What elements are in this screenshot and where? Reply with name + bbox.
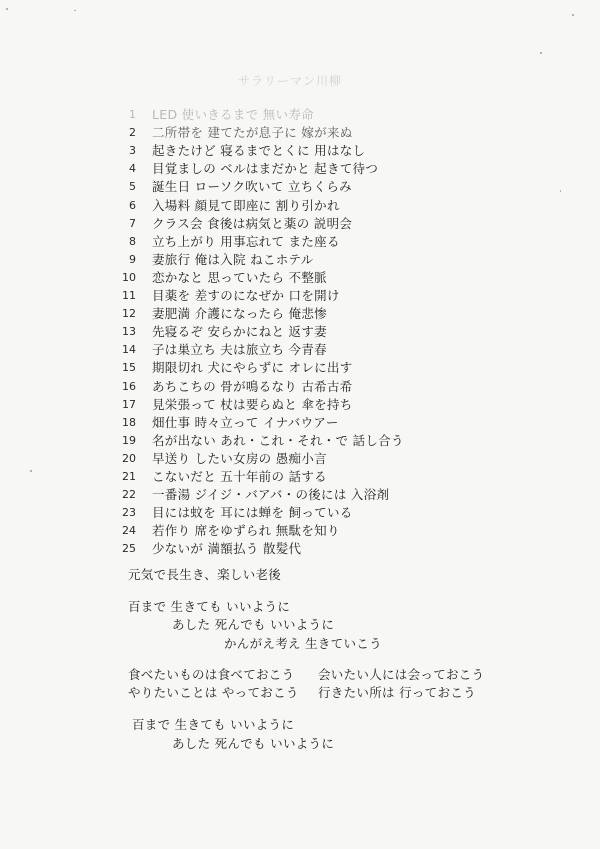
poem2-left1: 食べたいものは食べておこう <box>128 667 295 682</box>
senryu-verse: 目覚ましの ベルはまだかと 起きて待つ <box>152 161 379 177</box>
senryu-number: 22 <box>122 488 136 502</box>
senryu-number: 2 <box>129 126 136 140</box>
poem3-line2: あした 死んでも いいように <box>172 736 335 751</box>
senryu-number: 7 <box>129 216 136 230</box>
poem1-line2: あした 死んでも いいように <box>172 617 335 632</box>
poem1-line3: かんがえ考え 生きていこう <box>224 636 382 651</box>
senryu-number: 21 <box>122 470 136 483</box>
senryu-number: 24 <box>122 524 136 538</box>
senryu-number: 1 <box>129 108 136 121</box>
senryu-verse: 早送り したい女房の 愚痴小言 <box>152 450 327 466</box>
poem2-left2: やりたいことは やっておこう <box>128 685 299 700</box>
senryu-number: 11 <box>122 289 136 302</box>
senryu-verse: 畑仕事 時々立って イナバウアー <box>152 414 339 430</box>
senryu-verse: 子は巣立ち 夫は旅立ち 今青春 <box>152 342 327 358</box>
senryu-number: 4 <box>129 162 136 176</box>
senryu-number: 8 <box>129 234 136 248</box>
senryu-number: 18 <box>122 415 136 429</box>
poem2-right1: 会いたい人には会っておこう <box>318 667 485 682</box>
senryu-verse: 妻肥満 介護になったら 俺悲惨 <box>152 306 327 322</box>
senryu-verse: 二所帯を 建てたが息子に 嫁が来ぬ <box>152 125 353 141</box>
senryu-number: 3 <box>129 144 136 158</box>
senryu-verse: 誕生日 ローソク吹いて 立ちくらみ <box>152 179 352 195</box>
poem1-line1: 百まで 生きても いいように <box>128 599 291 614</box>
senryu-number: 17 <box>122 397 136 411</box>
motto: 元気で長生き、楽しい老後 <box>128 567 282 582</box>
senryu-verse: 少ないが 満額払う 散髪代 <box>152 541 302 557</box>
senryu-verse: LED 使いきるまで 無い寿命 <box>152 107 314 122</box>
senryu-verse: 一番湯 ジイジ・バアバ・の後には 入浴剤 <box>152 487 390 503</box>
scan-speck <box>540 52 542 54</box>
senryu-number: 20 <box>122 451 136 465</box>
senryu-verse: こないだと 五十年前の 話する <box>152 469 327 484</box>
scan-speck <box>30 470 32 472</box>
senryu-number: 10 <box>122 270 136 284</box>
senryu-verse: クラス会 食後は病気と薬の 説明会 <box>152 215 353 231</box>
scan-speck <box>572 14 574 16</box>
senryu-number: 19 <box>122 433 136 447</box>
senryu-number: 6 <box>129 198 136 212</box>
senryu-verse: 先寝るぞ 安らかにねと 返す妻 <box>152 324 327 340</box>
senryu-number: 16 <box>122 379 136 393</box>
page-title: サラリーマン川柳 <box>238 74 343 88</box>
senryu-verse: あちこちの 骨が鳴るなり 古希古希 <box>152 378 353 394</box>
senryu-verse: 見栄張って 杖は要らぬと 傘を持ち <box>152 396 353 412</box>
senryu-verse: 名が出ない あれ・これ・それ・で 話し合う <box>152 432 404 448</box>
senryu-number: 14 <box>122 343 136 357</box>
senryu-verse: 起きたけど 寝るまでとくに 用はなし <box>152 143 366 159</box>
senryu-number: 5 <box>129 180 136 194</box>
poem2-right2: 行きたい所は 行っておこう <box>318 685 476 700</box>
senryu-verse: 目薬を 差すのになぜか 口を開け <box>152 288 340 303</box>
senryu-verse: 入場料 顔見て即座に 割り引かれ <box>152 197 340 213</box>
senryu-verse: 妻旅行 俺は入院 ねこホテル <box>152 251 314 267</box>
senryu-number: 9 <box>129 252 136 266</box>
senryu-number: 23 <box>122 506 136 520</box>
scan-speck <box>6 8 8 10</box>
senryu-verse: 目には蚊を 耳には蝉を 飼っている <box>152 505 353 521</box>
scan-speck <box>74 10 76 11</box>
senryu-verse: 立ち上がり 用事忘れて また座る <box>152 233 340 249</box>
senryu-verse: 若作り 席をゆずられ 無駄を知り <box>152 523 340 539</box>
senryu-number: 15 <box>122 361 136 375</box>
senryu-number: 13 <box>122 325 136 339</box>
senryu-verse: 恋かなと 思っていたら 不整脈 <box>152 269 327 285</box>
scan-speck <box>560 190 561 192</box>
senryu-verse: 期限切れ 犬にやらずに オレに出す <box>152 360 353 376</box>
senryu-number: 25 <box>122 542 136 556</box>
senryu-number: 12 <box>122 307 136 321</box>
poem3-line1: 百まで 生きても いいように <box>132 717 295 732</box>
